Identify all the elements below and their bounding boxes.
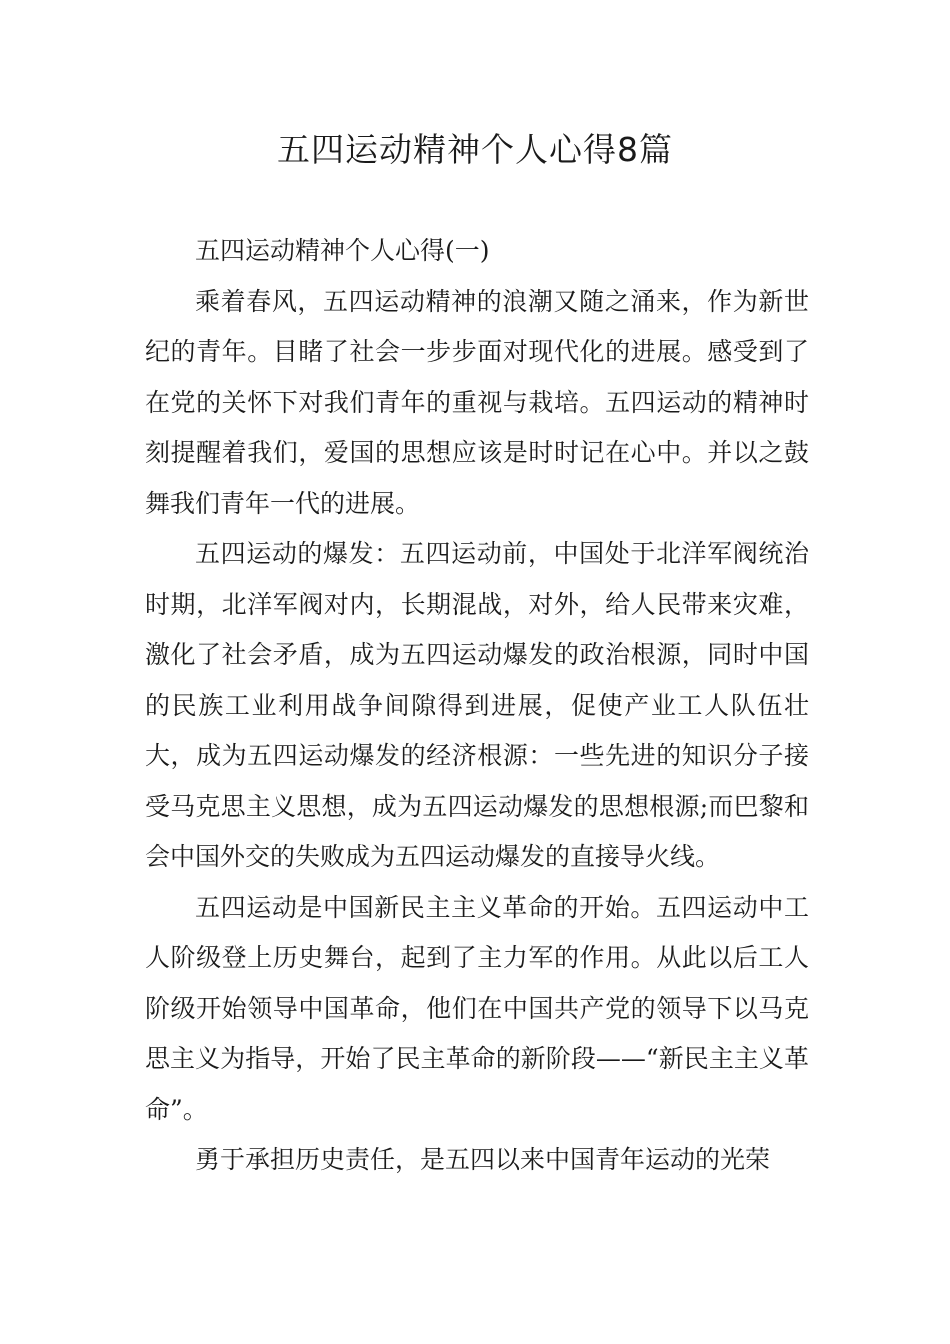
paragraph-3: 五四运动是中国新民主主义革命的开始。五四运动中工人阶级登上历史舞台，起到了主力军的作用。从此以后工人阶级开始领导中国革命，他们在中国共产党的领导下以马克思主义为指导，开始了民主革命的新阶段——“新民主主义革命”。: [145, 892, 809, 1124]
section-heading: 五四运动精神个人心得(一): [195, 236, 490, 265]
paragraph-2: 五四运动的爆发：五四运动前，中国处于北洋军阀统治时期，北洋军阀对内，长期混战，对外，给人民带来灾难，激化了社会矛盾，成为五四运动爆发的政治根源，同时中国的民族工业利用战争间隙得到进展，促使产业工人队伍壮大，成为五四运动爆发的经济根源：一些先进的知识分子接受马克思主义思想，成为五四运动爆发的思想根源;而巴黎和会中国外交的失败成为五四运动爆发的直接导火线。: [145, 539, 809, 871]
paragraph-1: 乘着春风，五四运动精神的浪潮又随之涌来，作为新世纪的青年。目睹了社会一步步面对现代化的进展。感受到了在党的关怀下对我们青年的重视与栽培。五四运动的精神时刻提醒着我们，爱国的思想应该是时时记在心中。并以之鼓舞我们青年一代的进展。: [145, 286, 809, 518]
paragraph-4: 勇于承担历史责任，是五四以来中国青年运动的光荣: [195, 1145, 771, 1174]
document-title: 五四运动精神个人心得8篇: [277, 130, 673, 169]
document-body: [145, 226, 809, 1186]
